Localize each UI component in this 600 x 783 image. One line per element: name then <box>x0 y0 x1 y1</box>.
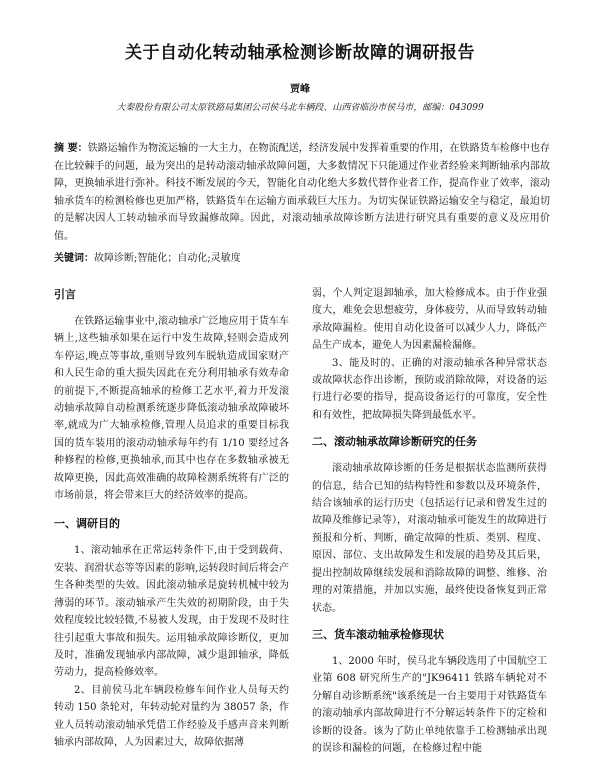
point-3-paragraph: 3、能及时的、正确的对滚动轴承各种异常状态或故障状态作出诊断，预防或消除故障，对设备的运行进行必要的指导，提高设备运行的可靠度，安全性和有效性，把故障损失降到最低水平。 <box>312 357 547 421</box>
abstract <box>54 140 550 246</box>
section-1-heading: 一、调研目的 <box>54 517 120 531</box>
left-column <box>54 285 289 751</box>
section-3-heading: 三、货车滚动轴承检修现状 <box>312 627 444 641</box>
keywords-label: 关键词： <box>54 253 94 264</box>
right-column <box>312 285 547 757</box>
abstract-label: 摘 要： <box>54 143 88 154</box>
intro-heading: 引言 <box>54 288 76 301</box>
continued-paragraph: 弱，个人判定退卸轴承，加大检修成本。由于作业强度大，难免会思想疲劳，身体疲劳，从而导致转动轴承故障漏检。使用自动化设备可以减少人力，降低产品生产成本，避免人为因素漏检漏修。 <box>312 288 547 352</box>
section-2-paragraph: 滚动轴承故障诊断的任务是根据状态监测所获得的信息，结合已知的结构特性和参数以及环境条件，结合该轴承的运行历史（包括运行记录和曾发生过的故障及维修记录等），对滚动轴承可能发生的故障进行预报和分析、判断，确定故障的性质、类别、程度、原因、部位、支出故障发生和发展的趋势及其后果，提出控制故障继续发展和消除故障的调整、维修、治理的对策措施，并加以实施，最终使设备恢复到正常状态。 <box>312 463 547 614</box>
section-1-paragraph-2: 2、目前侯马北车辆段检修车间作业人员每天约转动 150 条轮对，年转动轮对量约为 38057 条，作业人员转动滚动轴承凭借工作经验及手感声音来判断轴承内部故障，人为因素过大，故障依据薄 <box>54 684 289 748</box>
section-2-heading: 二、滚动轴承故障诊断研究的任务 <box>312 435 477 449</box>
abstract-text: 铁路运输作为物流运输的一大主力，在物流配送，经济发展中发挥着重要的作用，在铁路货车检修中也存在比较棘手的问题，最为突出的是转动滚动轴承故障问题，大多数情况下只能通过作业者经验来判断轴承内部故障，更换轴承进行弥补。科技不断发展的今天，智能化自动化绝大多数代替作业者工作，提高作业了效率，滚动轴承货车的检测检修也更加严格，铁路货车在运输方面承载巨大压力。为切实保证铁路运输安全与稳定，最迫切的是解决因人工转动轴承而导致漏修故障。因此，对滚动轴承故障诊断方法进行研究具有重要的意义及应用价值。 <box>54 143 550 242</box>
section-1-paragraph-1: 1、滚动轴承在正常运转条件下,由于受到载荷、安装、润滑状态等等因素的影响,运转段时间后将会产生各种类型的失效。因此滚动轴承是旋转机械中较为薄弱的环节。滚动轴承产生失效的初期阶段，由于失效程度较比较轻微,不易被人发现，由于发现不及时往往引起重大事故和损失。运用轴承故障诊断仪，更加及时，准确发现轴承内部故障，减少退卸轴承，降低劳动力，提高检修效率。 <box>54 545 289 679</box>
keywords <box>54 251 550 267</box>
paper-title: 关于自动化转动轴承检测诊断故障的调研报告 <box>125 43 475 63</box>
section-3-paragraph: 1、2000 年时，侯马北车辆段选用了中国航空工业第 608 研究所生产的"JK96411 铁路车辆轮对不分解自动诊断系统"该系统是一台主要用于对铁路货车的滚动轴承内部故障进行不分解运转条件下的定检和诊断的设备。该为了防止单纯依靠手工检测轴承出现的误诊和漏检的问题，在检修过程中能 <box>312 655 547 754</box>
author-name: 贾峰 <box>290 84 310 95</box>
author-affiliation: 大秦股份有限公司太原铁路局集团公司侯马北车辆段、山西省临汾市侯马市，邮编：043099 <box>116 103 484 113</box>
keywords-text: 故障诊断;智能化；自动化;灵敏度 <box>94 253 241 264</box>
intro-paragraph: 在铁路运输事业中,滚动轴承广泛地应用于货车车辆上,这些轴承如果在运行中发生故障,轻则会造成列车停运,晚点等事故,重则导致列车脱轨造成国家财产和人民生命的重大损失因此在充分利用轴承有效寿命的前提下,不断提高轴承的检修工艺水平,着力开发滚动轴承故障自动检测系统逐步降低滚动轴承故障破坏率,就成为广大轴承检修,管理人员追求的重要目标我国的货车装用的滚动动轴承每年约有 1/10 要经过各种修程的检修,更换轴承,而其中也存在多数轴承被无故障更换，因此高效准确的故障检测系统将有广泛的市场前景，将会带来巨大的经济效率的提高。 <box>54 316 289 502</box>
